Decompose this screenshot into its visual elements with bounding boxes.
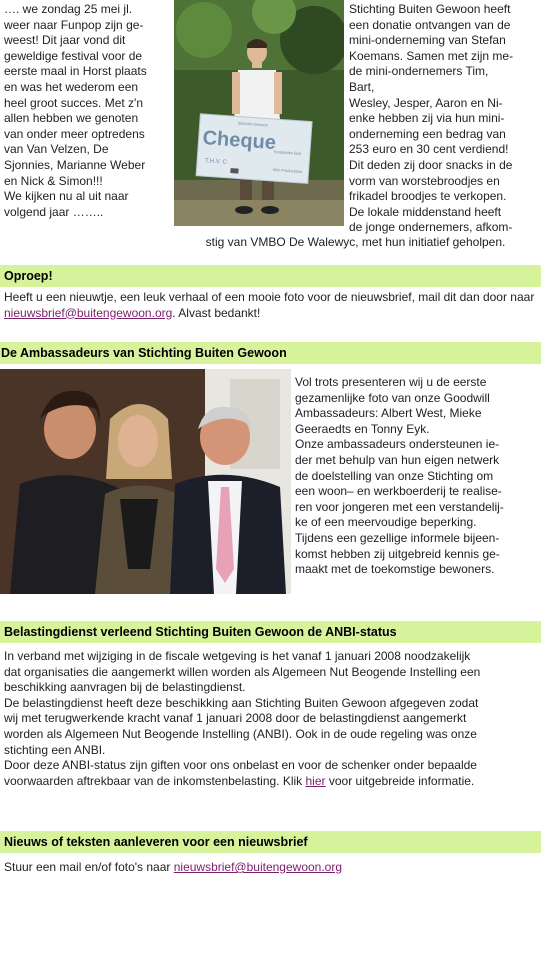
anbi-info-link[interactable]: hier xyxy=(305,773,326,788)
anbi-text-before: In verband met wijziging in de fiscale wetgeving is het vanaf 1 januari 2008 noodzakelijk dat organisaties die aangemerkt willen worden als Algemeen Nut Beogende Instelling een beschikking aanvragen bij de belastingdienst. De belastingdienst heeft deze beschikking aan Stichting Buiten Gewoon afgegeven zodat wij met terugwerkende kracht vanaf 1 januari 2008 door de belastingdienst aangemerkt worden als Algemeen Nut Beogende Instelling (ANBI). Ook in de oude regeling was onze stichting een ANBI. Door deze ANBI-status zijn giften voor ons onbelast en voor de schenker onder bepaalde voorwaarden aftrekbaar van de inkomstenbelasting. Klik xyxy=(4,649,481,788)
oproep-text-after: . Alvast bedankt! xyxy=(172,305,261,320)
donation-paragraph-tail: stig van VMBO De Walewyc, met hun initiatief geholpen. xyxy=(205,235,506,249)
nieuws-heading: Nieuws of teksten aanleveren voor een nieuwsbrief xyxy=(0,831,541,853)
oproep-email-link[interactable]: nieuwsbrief@buitengewoon.org xyxy=(4,305,173,320)
funpop-paragraph: …. we zondag 25 mei jl. weer naar Funpop zijn ge- weest! Dit jaar vond dit geweldige festival voor de eerste maal in Horst plaats en was het wederom een heel groot succes. Met z'n allen hebben we genoten van onder meer optredens van Van Velzen, De Sjonnies, Marianne Weber en Nick & Simon!!! We kijken nu al uit naar volgend jaar …….. xyxy=(4,2,147,219)
cheque-word: Cheque xyxy=(201,127,277,155)
cheque-photo xyxy=(174,0,344,226)
cheque-right-b: Mini Productions xyxy=(272,167,303,175)
oproep-text-before: Heeft u een nieuwtje, een leuk verhaal of een mooie foto voor de nieuwsbrief, mail dit dan door naar xyxy=(4,290,535,304)
cheque-top-text: Slachtin Gewoon xyxy=(237,120,269,128)
ambassadors-photo xyxy=(0,369,291,594)
nieuws-email-link[interactable]: nieuwsbrief@buitengewoon.org xyxy=(173,860,343,874)
cheque-small-text: T.H.V. C xyxy=(204,158,228,166)
oproep-paragraph xyxy=(4,290,537,321)
ambassadeurs-paragraph: Vol trots presenteren wij u de eerste gezamenlijke foto van onze Goodwill Ambassadeurs: Albert West, Mieke Geeraedts en Tonny Eyk. Onze ambassadeurs ondersteunen ie- der met behulp van hun eigen netwerk de doelstelling van onze Stichting om een woon– en werkboerderij te realise- ren voor jongeren met een verstandelij- ke of een meervoudige beperking. Tijdens een gezellige informele bijeen- komst hebben zij uitgebreid kennis ge- maakt met de toekomstige bewoners. xyxy=(295,375,504,577)
oproep-heading: Oproep! xyxy=(0,265,541,287)
cheque-right-a: Koopleden Buit xyxy=(273,149,302,156)
anbi-heading: Belastingdienst verleend Stichting Buiten Gewoon de ANBI-status xyxy=(0,621,541,643)
anbi-text-after: voor uitgebreide informatie. xyxy=(325,773,475,788)
nieuws-paragraph xyxy=(4,860,537,876)
donation-paragraph: Stichting Buiten Gewoon heeft een donatie ontvangen van de mini-onderneming van Stefan Koemans. Samen met zijn me- de mini-ondernemers Tim, Bart, Wesley, Jesper, Aaron en Ni- enke hebben zij via hun mini- onderneming een bedrag van 253 euro en 30 cent verdiend! Dit deden zij door snacks in de vorm van worstebroodjes en frikadel broodjes te verkopen. De lokale middenstand heeft de jonge ondernemers, afkom- xyxy=(349,2,514,235)
anbi-paragraph xyxy=(4,649,537,789)
nieuws-text-before: Stuur een mail en/of foto's naar xyxy=(4,860,174,874)
ambassadeurs-heading: De Ambassadeurs van Stichting Buiten Gewoon xyxy=(0,342,541,364)
